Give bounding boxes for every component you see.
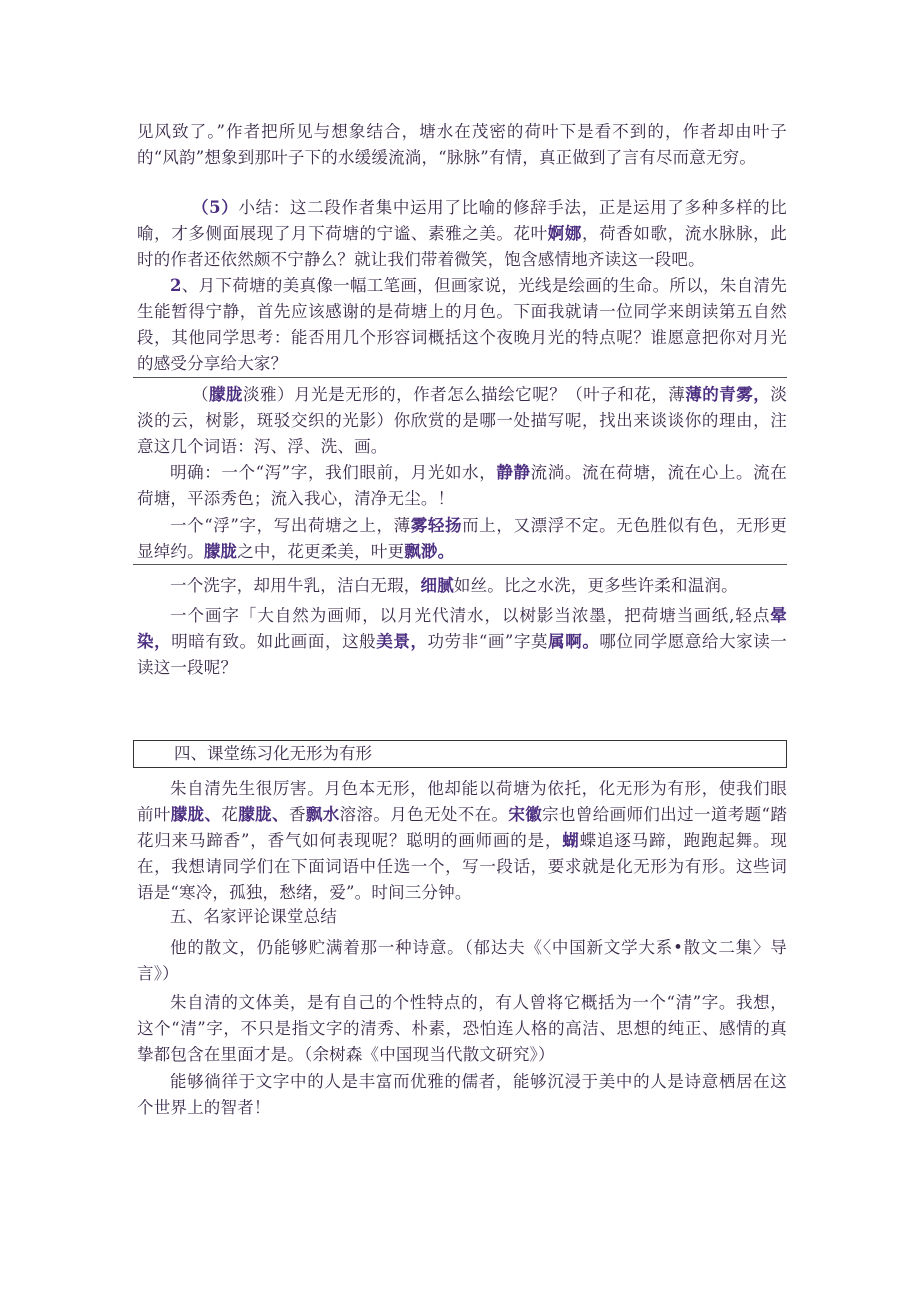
text-run: 如丝。比之水洗，更多些许柔和温润。 <box>453 576 738 595</box>
text-run: 蝶追逐马蹄，跑跑起舞。现在，我想请同学们在下面词语中任选一个，写一段话，要求就是化无形为有形。这些词语是“寒冷，孤独，愁绪，爱”。时间三分钟。 <box>137 831 788 902</box>
text-run: 一个画字「大自然为画师，以月光代清水，以树影当浓墨，把荷塘当画纸,轻点 <box>170 606 771 625</box>
emphasis-text: 美景， <box>376 632 428 651</box>
paragraph-fu <box>137 513 787 565</box>
section-heading: 四、课堂练习化无形为有形 <box>174 744 372 763</box>
section-heading-box <box>133 740 787 768</box>
text-run: 宗也曾给画师们出过一道考题“踏花归来马蹄香”，香气如何表现呢？聪明的画师画的是， <box>137 805 788 850</box>
text-run: 明暗有致。如此画面，这般 <box>171 632 377 651</box>
text-run: 明确：一个“泻”字，我们眼前，月光如水， <box>170 463 497 482</box>
text-run: 香 <box>288 805 306 824</box>
text-run: 能够徜徉于文字中的人是丰富而优雅的儒者，能够沉浸于美中的人是诗意栖居在这个世界上的智者！ <box>137 1072 787 1117</box>
emphasis-text: 飘水 <box>305 805 340 824</box>
paragraph-quote-yu-shusen <box>137 990 787 1068</box>
emphasis-text: 静静 <box>496 463 531 482</box>
emphasis-text: 蝴 <box>562 831 580 850</box>
emphasis-text: 2 <box>170 276 182 295</box>
text-run: 淡淡的云，树影，斑驳交织的光影）你欣赏的是哪一处描写呢，找出来谈谈你的理由，注意这几个词语：泻、浮、洗、画。 <box>137 385 788 456</box>
paragraph-xi <box>137 573 787 599</box>
text-run: ，荷香如歌，流水脉脉，此时的作者还依然颇不宁静么？就让我们带着微笑，饱含感情地齐读这一段吧。 <box>137 224 787 269</box>
emphasis-text: 属啊。 <box>548 632 600 651</box>
emphasis-text: 朦胧 <box>203 542 238 561</box>
emphasis-text: （5） <box>192 198 239 217</box>
emphasis-text: 细腻 <box>420 576 454 595</box>
text-run: 淡雅）月光是无形的，作者怎么描绘它呢？（叶子和花，薄 <box>243 385 686 404</box>
text-run: （ <box>192 385 210 404</box>
emphasis-text: 薄的青雾， <box>685 385 771 404</box>
paragraph-xie <box>137 460 787 512</box>
paragraph-quote-yu-dafu <box>137 935 787 987</box>
divider-line <box>133 564 787 565</box>
emphasis-text: 飘渺。 <box>404 542 455 561</box>
text-run: 而上，又漂浮不定。无色胜似有色，无形更显绰约。 <box>137 516 787 561</box>
emphasis-text: 朦胧 <box>209 385 244 404</box>
text-run: 、月下荷塘的美真像一幅工笔画，但画家说，光线是绘画的生命。所以，朱自清先生能暂得宁静，首先应该感谢的是荷塘上的月色。下面我就请一位同学来朗读第五自然段，其他同学思考：能否用几个形容词概括这个夜晚月光的特点呢？谁愿意把你对月光的感受分享给大家？ <box>137 276 787 373</box>
text-run: 功劳非“画”字莫 <box>427 632 549 651</box>
text-run: 花 <box>221 805 239 824</box>
emphasis-text: 婀娜 <box>547 224 583 243</box>
paragraph-conclusion <box>137 1069 787 1121</box>
paragraph-hua <box>137 603 787 681</box>
text-run: 他的散文，仍能够贮满着那一种诗意。（郁达夫《〈中国新文学大系•散文二集〉导言》） <box>137 938 787 983</box>
text-run: 朱自清的文体美，是有自己的个性特点的，有人曾将它概括为一个“清”字。我想，这个“清”字，不只是指文字的清秀、朴素，恐怕连人格的高洁、思想的纯正、感情的真挚都包含在里面才是。（余树森《中国现当代散文研究》） <box>137 993 787 1064</box>
text-run: 小结：这二段作者集中运用了比喻的修辞手法，正是运用了多种多样的比喻，才多侧面展现了月下荷塘的宁谧、素雅之美。花叶 <box>137 198 787 243</box>
emphasis-text: 朦胧、 <box>238 805 289 824</box>
emphasis-text: 宋徽 <box>508 805 543 824</box>
paragraph-section-2 <box>137 273 787 377</box>
section-heading-5 <box>137 904 787 930</box>
emphasis-text: 朦胧、 <box>170 805 222 824</box>
text-run: 流淌。流在荷塘，流在心上。流在荷塘，平添秀色；流入我心，清净无尘。！ <box>137 463 787 508</box>
paragraph-continuation <box>137 119 787 171</box>
text-run: 溶溶。月色无处不在。 <box>339 805 509 824</box>
text-run: 朱自清先生很厉害。月色本无形，他却能以荷塘为依托，化无形为有形，使我们眼前叶 <box>137 779 787 824</box>
text-run: 一个“浮”字，写出荷塘之上，薄 <box>170 516 411 535</box>
paragraph-moonlight-question <box>137 382 787 460</box>
text-run: 见风致了。”作者把所见与想象结合，塘水在茂密的荷叶下是看不到的，作者却由叶子的“风韵”想象到那叶子下的水缓缓流淌，“脉脉”有情，真正做到了言有尽而意无穷。 <box>137 122 787 167</box>
text-run: 五、名家评论课堂总结 <box>170 907 337 926</box>
text-run: 一个洗字，却用牛乳，洁白无瑕， <box>170 576 421 595</box>
paragraph-exercise <box>137 776 787 906</box>
paragraph-summary <box>137 195 787 273</box>
text-run: 哪位同学愿意给大家读一读这一段呢？ <box>137 632 788 677</box>
divider-line <box>133 377 787 378</box>
emphasis-text: 雾轻扬 <box>410 516 463 535</box>
emphasis-text: 晕染， <box>137 606 787 651</box>
text-run: 之中，花更柔美，叶更 <box>237 542 405 561</box>
